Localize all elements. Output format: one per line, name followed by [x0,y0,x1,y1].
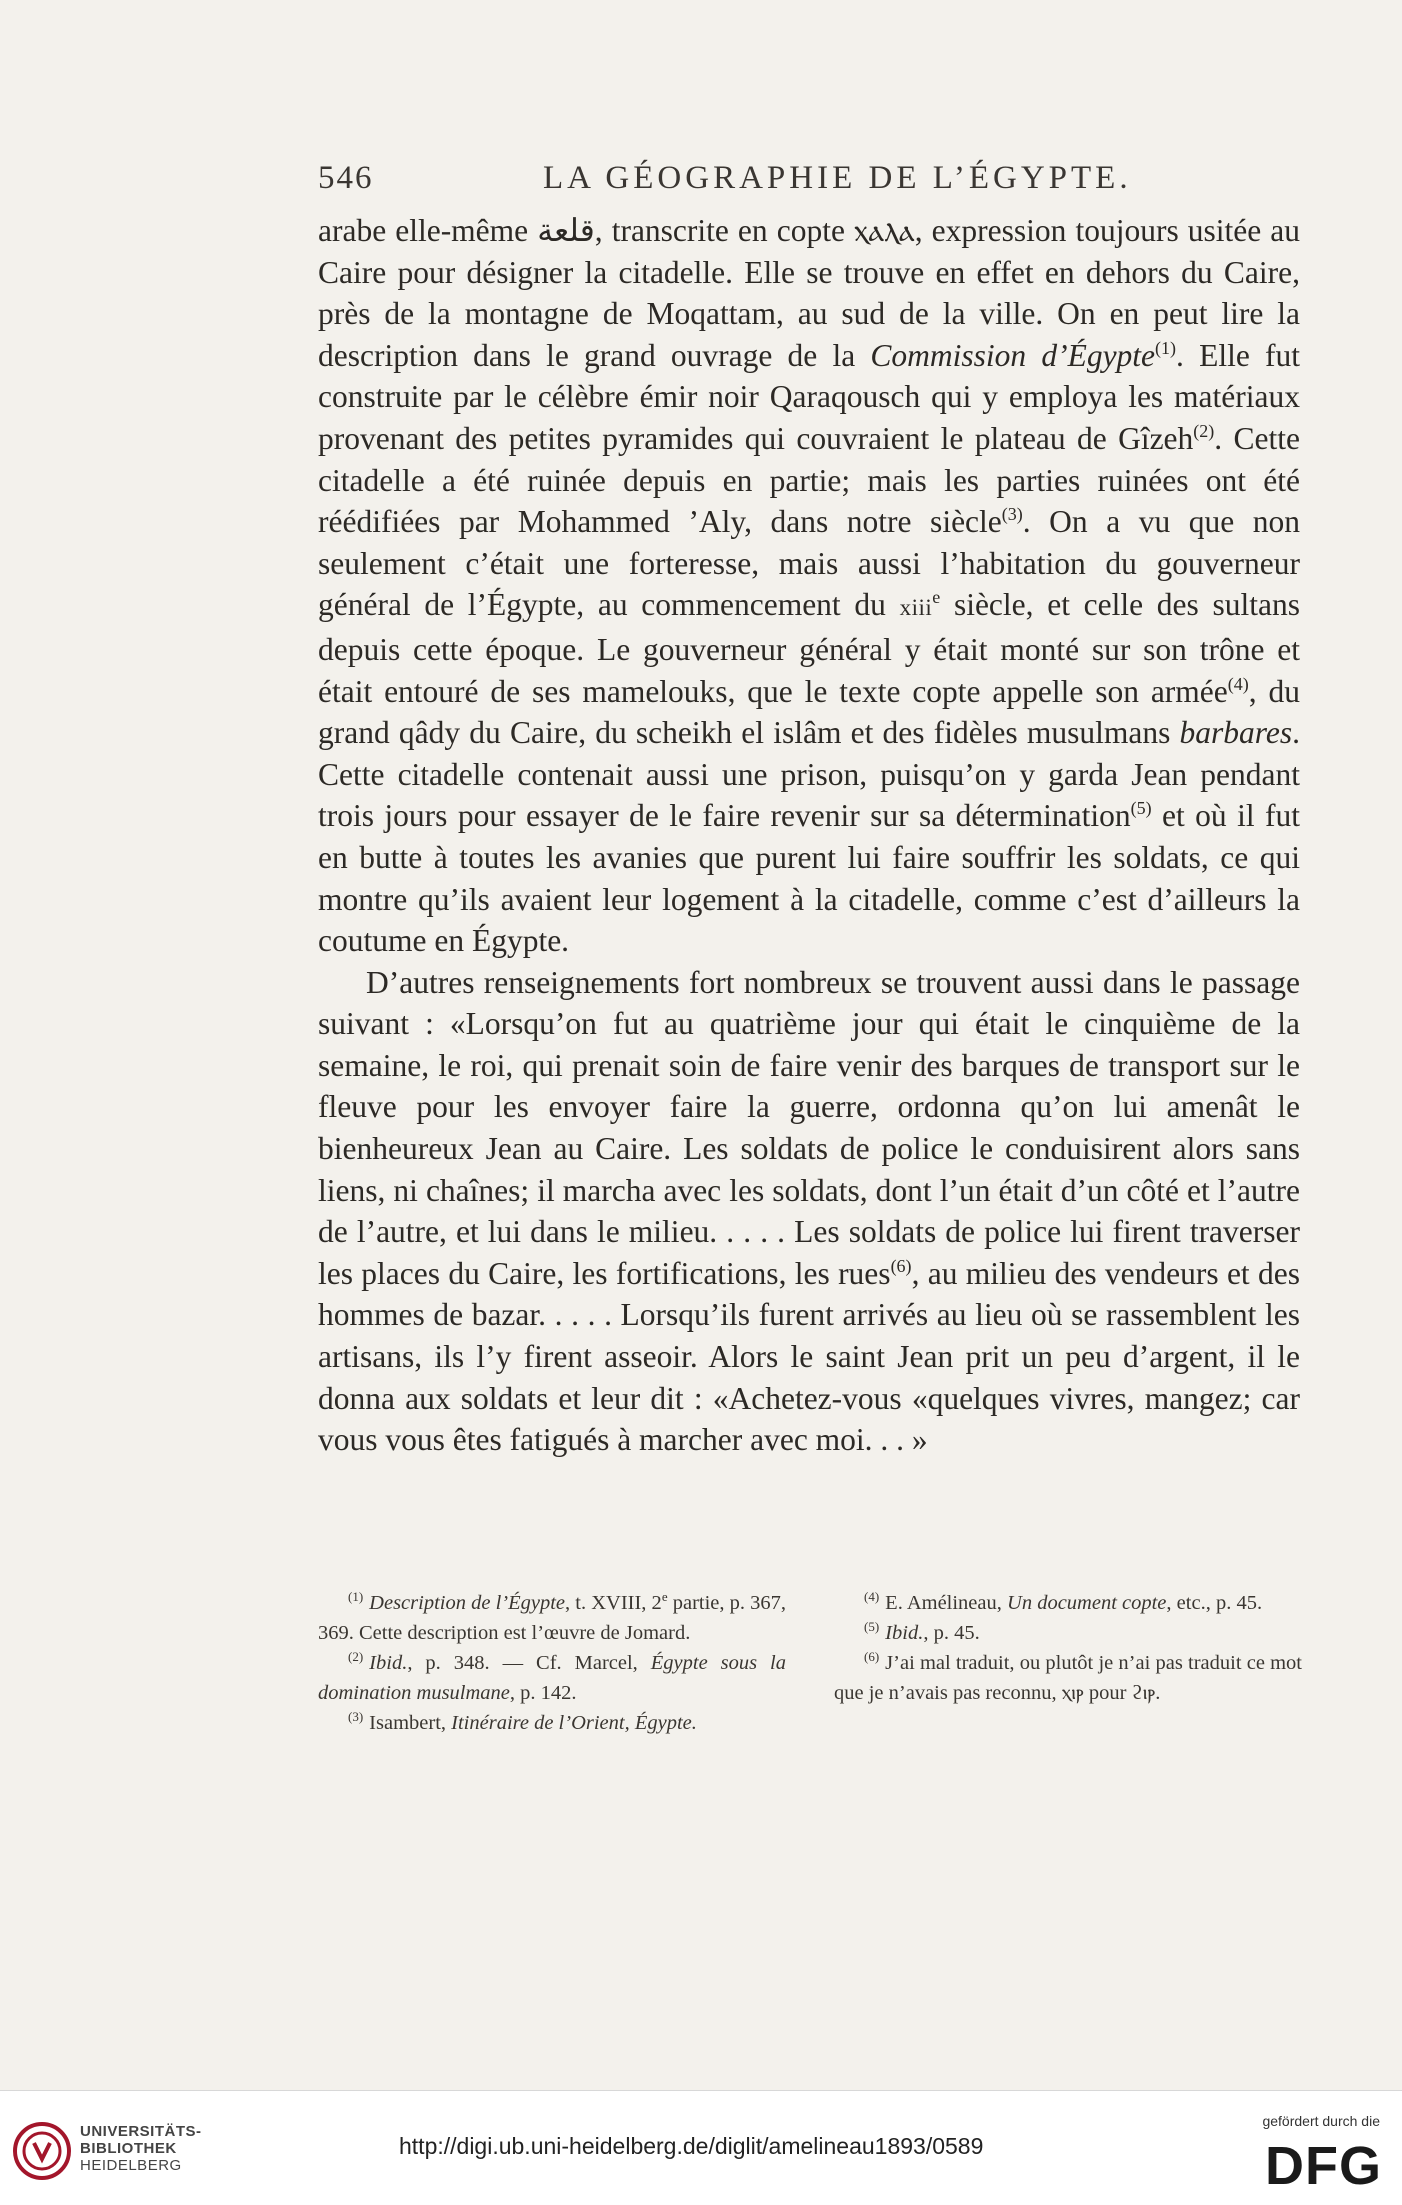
footnote-1 [318,1588,786,1648]
footnote-ref: (3) [1001,504,1023,525]
footnote-mark: (2) [348,1649,364,1664]
footnote-ref: (5) [1130,798,1152,819]
text-run: arabe elle-même قلعة, transcrite en copte ⲭⲁⲗⲁ, expression toujours usitée au Caire pour désigner la citadelle. Elle se trouve en effet en dehors du Caire, près de la montagne de Moqattam, au sud de la ville. On en peut lire la description dans le grand ouvrage de la [318,213,1300,373]
text-run: . Cette citadelle contenait aussi une prison, puisqu’on y garda Jean pendant trois jours pour essayer de le faire revenir sur sa détermination [318,715,1300,834]
page-header [318,160,1298,200]
dfg-logo: DFG [1265,2136,1382,2196]
viewer-footer [0,2090,1402,2205]
library-name [80,2123,202,2174]
italic-run: Description de l’Égypte [369,1592,566,1614]
italic-run: Itinéraire de l’Orient, Égypte. [451,1712,697,1734]
library-name-line: UNIVERSITÄTS- [80,2123,202,2140]
footnote-6 [834,1648,1302,1708]
footnote-mark: (1) [348,1589,364,1604]
footnotes-right-column [834,1588,1302,1708]
italic-run: Égypte sous la domination musulmane [318,1652,787,1704]
text-run: , t. XVIII, 2 [565,1592,662,1614]
text-run: D’autres renseignements fort nombreux se trouvent aussi dans le passage suivant : «Lorsqu’on fut au quatrième jour qui était le cinquième de la semaine, le roi, qui prenait soin de faire venir des barques de transport sur le fleuve pour les envoyer faire la guerre, ordonna qu’on lui amenât le bienheureux Jean au Caire. Les soldats de police le conduisirent alors sans liens, ni chaînes; il marcha avec les soldats, dont l’un était d’un côté et l’autre de l’autre, et lui dans le milieu. . . . . Les soldats de police lui firent traverser les places du Caire, les fortifications, les rues [318,964,1300,1291]
text-run: , du grand qâdy du Caire, du scheikh el islâm et des fidèles musulmans [318,673,1301,751]
page-number: 546 [318,160,374,196]
text-run: siècle, et celle des sultans depuis cette époque. Le gouverneur général y était monté sur son trône et était entouré de ses mamelouks, que le texte copte appelle son armée [318,587,1300,709]
superscript: e [661,1589,668,1604]
text-run: , p. 45. [923,1622,980,1644]
paragraph-2 [318,962,1300,1461]
text-run: J’ai mal traduit, ou plutôt je n’ai pas traduit ce mot que je n’avais pas reconnu, ⲭⲓⲣ pour ϩⲓⲣ. [834,1652,1302,1704]
small-caps-run: xiii [899,595,933,621]
running-title: LA GÉOGRAPHIE DE L’ÉGYPTE. [543,160,1132,196]
footnote-ref: (4) [1227,673,1249,694]
text-run: . Cette citadelle a été ruinée depuis en partie; mais les parties ruinées ont été réédifiées par Mohammed ’Aly, dans notre siècle [318,420,1300,540]
text-run: E. Amélineau, [885,1592,1008,1614]
text-run: . On a vu que non seulement c’était une forteresse, mais aussi l’habitation du gouverneur général de l’Égypte, au commencement du [318,504,1300,623]
text-run: , etc., p. 45. [1166,1592,1263,1614]
footnote-mark: (4) [864,1589,880,1604]
text-run: , p. 348. — Cf. Marcel, [407,1652,651,1674]
superscript: e [932,587,941,608]
footnote-ref: (6) [890,1255,912,1276]
footnote-4 [834,1588,1302,1618]
footnote-mark: (5) [864,1619,880,1634]
italic-run: Commission d’Égypte [870,337,1156,373]
text-run: partie, p. 367, 369. Cette description est l’œuvre de Jomard. [318,1592,787,1644]
body-text [318,210,1300,1461]
footnote-ref: (1) [1155,337,1177,358]
footnote-3 [318,1708,786,1738]
footnotes-left-column [318,1588,786,1738]
footnote-ref: (2) [1193,420,1215,441]
library-name-line: HEIDELBERG [80,2157,182,2174]
footnote-mark: (6) [864,1649,880,1664]
text-run: , p. 142. [509,1682,577,1704]
text-run: . Elle fut construite par le célèbre émir noir Qaraqousch qui y employa les matériaux provenant des petites pyramides qui couvraient le plateau de Gîzeh [318,337,1301,456]
university-library-seal-icon [12,2121,72,2181]
text-run: et où il fut en butte à toutes les avanies que purent lui faire souffrir les soldats, ce qui montre qu’ils avaient leur logement à la citadelle, comme c’est d’ailleurs la coutume en Égypte. [318,798,1300,959]
footnote-mark: (3) [348,1709,364,1724]
italic-run: Ibid. [885,1622,924,1644]
library-name-line: BIBLIOTHEK [80,2140,177,2157]
italic-run: Ibid. [369,1652,408,1674]
italic-run: Un document copte [1007,1592,1167,1614]
italic-run: barbares [1179,715,1293,751]
text-run: , au milieu des vendeurs et des hommes de bazar. . . . . Lorsqu’ils furent arrivés au lieu où se rassemblent les artisans, ils l’y firent asseoir. Alors le saint Jean prit un peu d’argent, il le donna aux soldats et leur dit : «Achetez-vous «quelques vivres, mangez; car vous vous êtes fatigués à marcher avec moi. . . » [318,1255,1300,1458]
paragraph-1 [318,210,1300,962]
funding-note: gefördert durch die [1262,2113,1380,2129]
source-url-link[interactable]: http://digi.ub.uni-heidelberg.de/diglit/amelineau1893/0589 [399,2133,984,2159]
footnote-5 [834,1618,1302,1648]
text-run: Isambert, [369,1712,452,1734]
footnote-2 [318,1648,786,1708]
